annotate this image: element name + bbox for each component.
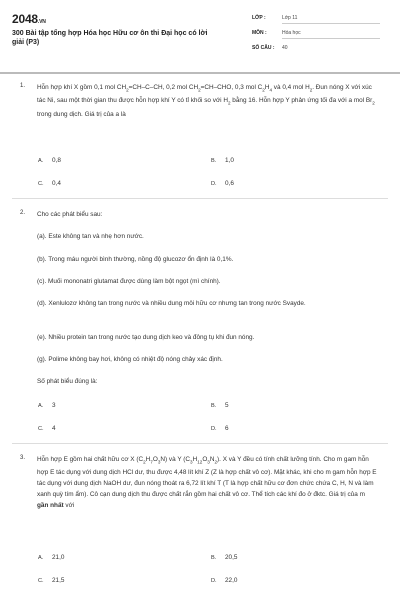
option-value: 4	[52, 425, 56, 432]
question-divider	[12, 198, 388, 199]
option-value: 22,0	[225, 577, 238, 584]
question-text: Hỗn hợp khí X gồm 0,1 mol $CH_2=CH-C-CH$, 0,2 mol $CH_2=CH$–CHO, 0,3 mol $C_2H_4$ và 0,4 mol $H_2$. Đun nóng X với xúc tác Ni, sau một thời gian thu được hỗn hợp khí Y có tỉ khối so với $H_2$ bằng 16. Hỗn hợp Y phản ứng tối đa với a mol $Br_2$ trong dung dịch. Giá trị của a là	[37, 84, 375, 118]
count-label: SỐ CÂU :	[252, 45, 275, 51]
header-divider	[0, 72, 400, 74]
option-b[interactable]	[211, 554, 237, 561]
option-value: 0,8	[52, 157, 61, 164]
question-text: Cho các phát biểu sau:	[37, 211, 103, 218]
meta-divider	[282, 23, 380, 24]
option-label: A.	[38, 158, 44, 164]
statement-g: (g). Polime không bay hơi, không có nhiệt độ nóng chảy xác định.	[37, 356, 223, 363]
site-logo[interactable]	[12, 12, 46, 26]
logo-suffix: .VN	[37, 19, 46, 25]
option-label: C.	[38, 181, 44, 187]
document-header	[0, 0, 400, 68]
option-label: A.	[38, 403, 44, 409]
subject-value: Hóa học	[282, 30, 301, 36]
question-number: 2.	[20, 210, 26, 216]
count-value: 40	[282, 45, 288, 51]
question-divider	[12, 443, 388, 444]
option-label: D.	[211, 181, 217, 187]
option-d[interactable]	[211, 180, 234, 187]
question-number: 3.	[20, 455, 26, 461]
statement-e: (e). Nhiều protein tan trong nước tạo dung dịch keo và đông tụ khi đun nóng.	[37, 334, 255, 341]
option-c[interactable]	[38, 180, 61, 187]
option-value: 0,6	[225, 180, 234, 187]
option-value: 3	[52, 402, 56, 409]
option-label: B.	[211, 403, 217, 409]
question-text: Hỗn hợp E gồm hai chất hữu cơ X $(C_2H_7O_3N)$ và Y $(C_3H_{12}O_3N_2)$. X và Y đều có tính chất lưỡng tính. Cho m gam hỗn hợp E tác dụng với dung dịch HCl dư, thu được 4,48 lít khí Z (Z là hợp chất vô cơ). Mặt khác, khi cho m gam hỗn hợp E tác dụng với dung dịch NaOH dư, đun nóng thoát ra 6,72 lít khí T (T là hợp chất hữu cơ đơn chức chứa C, H, N và làm xanh quỳ tím ẩm). Cô cạn dung dịch thu được chất rắn gồm hai chất vô cơ. Thể tích các khí đo ở đktc. Giá trị của m gần nhất với	[37, 456, 377, 510]
statement-b: (b). Trong máu người bình thường, nồng độ glucozơ ổn định là 0,1%.	[37, 256, 234, 263]
question-ask: Số phát biểu đúng là:	[37, 378, 98, 385]
statement-c: (c). Muối mononatri glutamat được dùng làm bột ngọt (mì chính).	[37, 278, 221, 285]
statement-a: (a). Este không tan và nhẹ hơn nước.	[37, 233, 144, 240]
option-value: 5	[225, 402, 229, 409]
option-value: 0,4	[52, 180, 61, 187]
option-value: 20,5	[225, 554, 238, 561]
option-label: D.	[211, 578, 217, 584]
statement-d: (d). Xenlulozơ không tan trong nước và nhiều dung môi hữu cơ nhưng tan trong nước Svayde.	[37, 300, 306, 307]
option-label: B.	[211, 555, 217, 561]
option-c[interactable]	[38, 577, 64, 584]
option-label: B.	[211, 158, 217, 164]
option-d[interactable]	[211, 577, 237, 584]
option-label: D.	[211, 426, 217, 432]
option-a[interactable]	[38, 157, 61, 164]
question-number: 1.	[20, 83, 26, 89]
option-a[interactable]	[38, 554, 64, 561]
option-value: 21,5	[52, 577, 65, 584]
subject-label: MÔN :	[252, 30, 267, 36]
grade-label: LỚP :	[252, 15, 266, 21]
option-value: 6	[225, 425, 229, 432]
option-c[interactable]	[38, 425, 56, 432]
option-label: C.	[38, 426, 44, 432]
option-value: 1,0	[225, 157, 234, 164]
option-d[interactable]	[211, 425, 229, 432]
option-label: C.	[38, 578, 44, 584]
option-label: A.	[38, 555, 44, 561]
logo-text: 2048	[12, 12, 38, 26]
document-title: 300 Bài tập tổng hợp Hóa học Hữu cơ ôn thi Đại học có lời giải (P3)	[12, 30, 208, 46]
grade-value: Lớp 11	[282, 15, 298, 21]
option-b[interactable]	[211, 157, 234, 164]
option-b[interactable]	[211, 402, 229, 409]
option-value: 21,0	[52, 554, 65, 561]
meta-divider	[282, 38, 380, 39]
option-a[interactable]	[38, 402, 56, 409]
